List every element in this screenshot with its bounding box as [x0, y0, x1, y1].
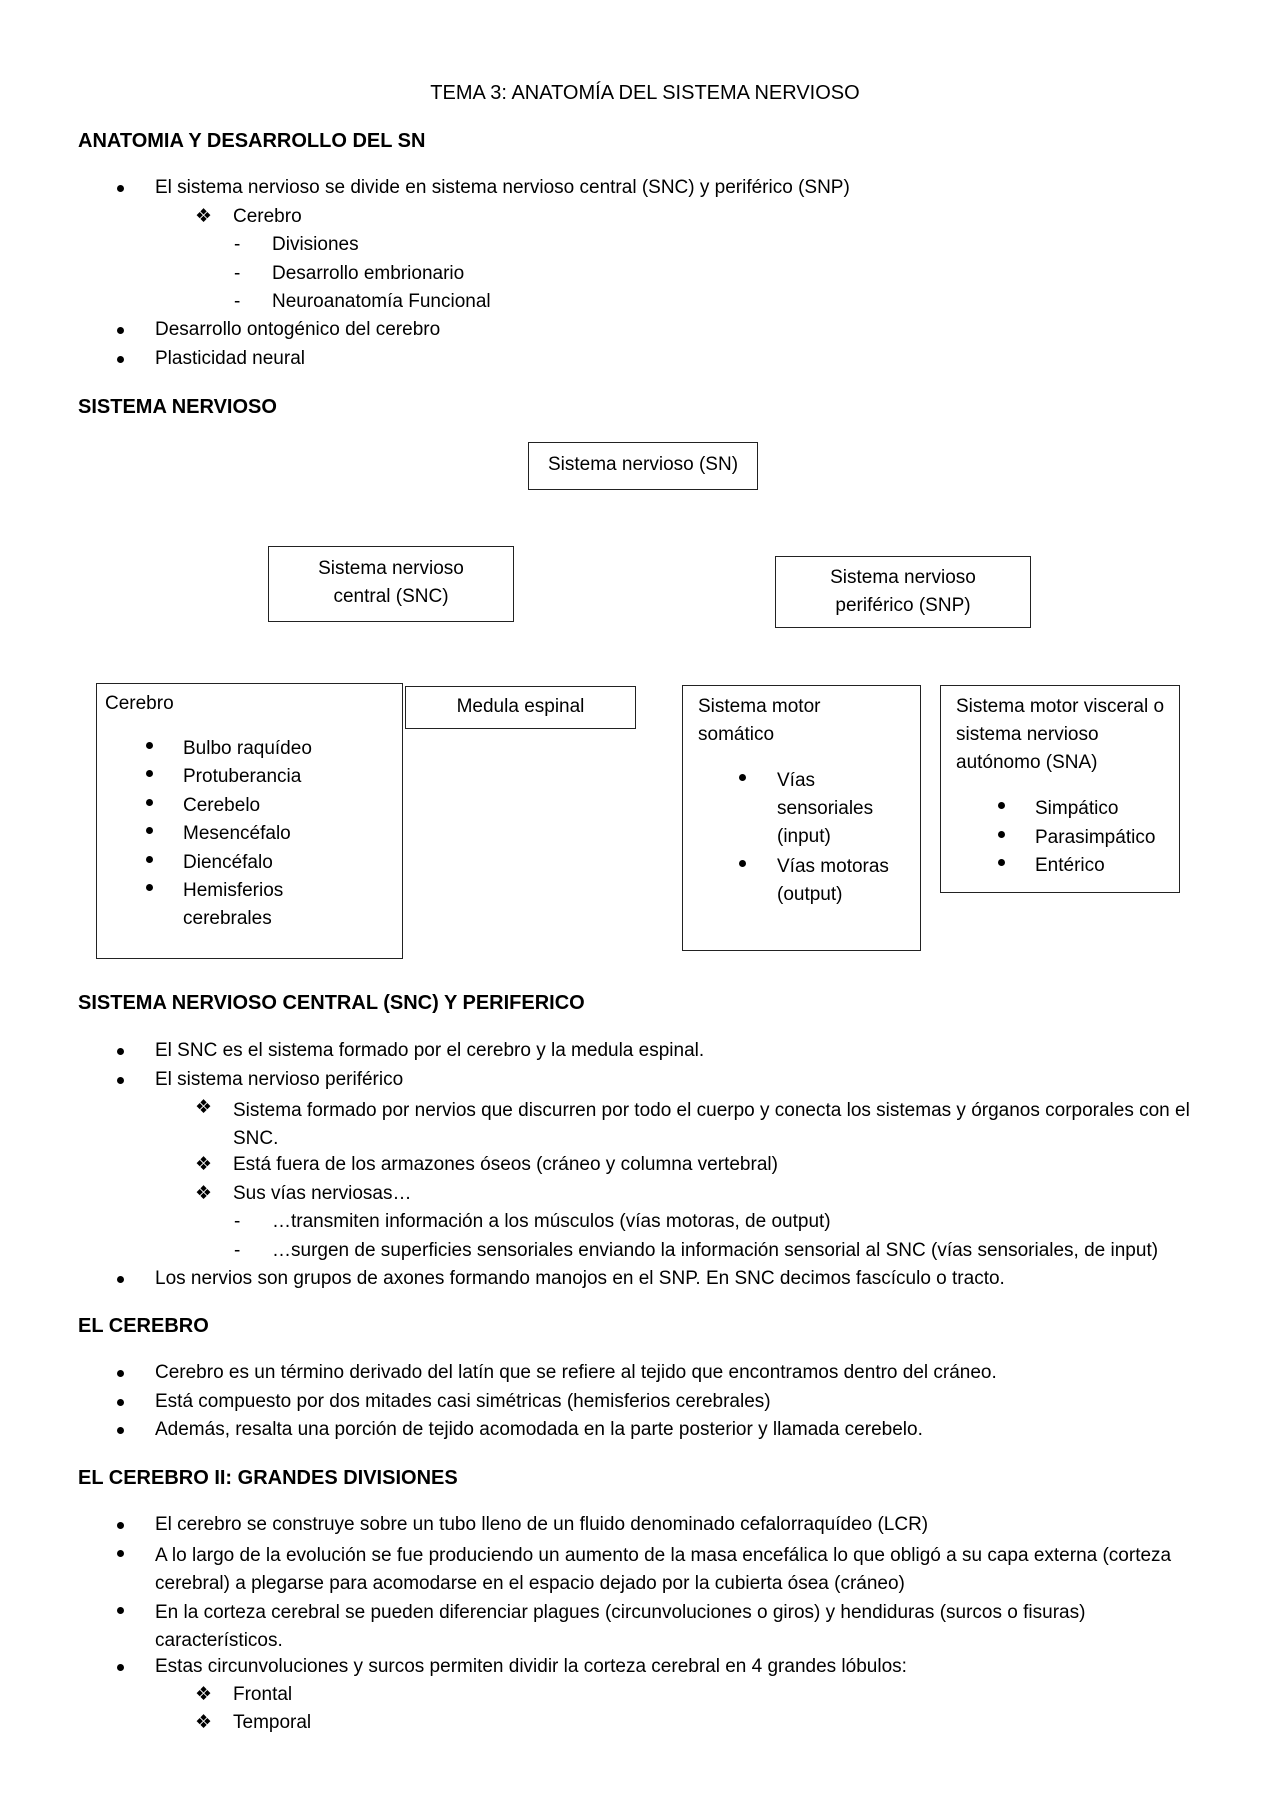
list-item: Divisiones: [272, 234, 359, 255]
list-item: Sistema formado por nervios que discurren por todo el cuerpo y conecta los sistemas y órganos corporales con el SNC.: [233, 1100, 1190, 1149]
diagram-list-item: Vías sensoriales (input): [777, 770, 874, 847]
bullet-dot: [117, 1276, 124, 1283]
list-item: A lo largo de la evolución se fue produciendo un aumento de la masa encefálica lo que obligó a su capa externa (corteza cerebral) a plegarse para acomodarse en el espacio dejado por la cubierta ósea (cráneo): [155, 1545, 1172, 1594]
diamond-bullet-icon: ❖: [195, 1183, 213, 1204]
diagram-box-cerebro: [96, 683, 403, 959]
bullet-dot: [117, 1370, 124, 1377]
diamond-bullet-icon: ❖: [195, 1154, 213, 1175]
diagram-list-item: Vías motoras (output): [777, 856, 889, 905]
bullet-dot: [146, 827, 153, 834]
diagram-list-item: Parasimpático: [1035, 827, 1156, 848]
bullet-dot: [146, 856, 153, 863]
list-item: El sistema nervioso se divide en sistema nervioso central (SNC) y periférico (SNP): [155, 177, 850, 198]
list-item: Está compuesto por dos mitades casi simétricas (hemisferios cerebrales): [155, 1391, 771, 1412]
bullet-dot: [739, 860, 746, 867]
section-heading-snc-periferico: SISTEMA NERVIOSO CENTRAL (SNC) Y PERIFERICO: [78, 992, 585, 1014]
diagram-box-somatico: [682, 685, 921, 951]
diagram-list-item: Cerebelo: [183, 795, 261, 816]
diagram-list-item: Mesencéfalo: [183, 823, 291, 844]
section-heading-sistema-nervioso: SISTEMA NERVIOSO: [78, 396, 277, 418]
diagram-box-snc: [268, 546, 514, 622]
diagram-box-title: Sistema motor somático: [698, 696, 821, 745]
list-item: …transmiten información a los músculos (vías motoras, de output): [272, 1211, 831, 1232]
list-item: Plasticidad neural: [155, 348, 305, 369]
section-heading-grandes-divisiones: EL CEREBRO II: GRANDES DIVISIONES: [78, 1467, 458, 1489]
diagram-box-label: Sistema nervioso (SN): [547, 454, 739, 475]
diagram-box-snp: [775, 556, 1031, 628]
list-item: Además, resalta una porción de tejido acomodada en la parte posterior y llamada cerebelo.: [155, 1419, 923, 1440]
list-item: El sistema nervioso periférico: [155, 1069, 404, 1090]
list-item: En la corteza cerebral se pueden diferenciar plagues (circunvoluciones o giros) y hendiduras (surcos o fisuras) característicos.: [155, 1602, 1086, 1651]
diagram-list-item: Bulbo raquídeo: [183, 738, 312, 759]
diagram-list-item: Diencéfalo: [183, 852, 273, 873]
bullet-dot: [117, 1427, 124, 1434]
list-item: El SNC es el sistema formado por el cerebro y la medula espinal.: [155, 1040, 705, 1061]
bullet-dot: [998, 802, 1005, 809]
bullet-dot: [117, 1607, 124, 1614]
section-heading-el-cerebro: EL CEREBRO: [78, 1315, 209, 1337]
bullet-dot: [117, 185, 124, 192]
dash-bullet: -: [234, 263, 241, 284]
bullet-dot: [117, 327, 124, 334]
bullet-dot: [117, 1399, 124, 1406]
diagram-box-title: Sistema motor visceral o sistema nervioso autónomo (SNA): [956, 696, 1165, 773]
list-item: Los nervios son grupos de axones formando manojos en el SNP. En SNC decimos fascículo o tracto.: [155, 1268, 1005, 1289]
diagram-box-visceral: [940, 685, 1180, 893]
diagram-list-item: Entérico: [1035, 855, 1105, 876]
bullet-dot: [117, 1550, 124, 1557]
list-item: Neuroanatomía Funcional: [272, 291, 491, 312]
bullet-dot: [117, 1048, 124, 1055]
list-item: Cerebro: [233, 206, 302, 227]
list-item: Temporal: [233, 1712, 312, 1733]
diagram-box-title: Cerebro: [105, 693, 174, 714]
list-item: Desarrollo embrionario: [272, 263, 465, 284]
list-item: …surgen de superficies sensoriales enviando la información sensorial al SNC (vías sensoriales, de input): [272, 1240, 1159, 1261]
list-item: Estas circunvoluciones y surcos permiten dividir la corteza cerebral en 4 grandes lóbulos:: [155, 1656, 907, 1677]
diagram-box-label: Sistema nervioso central (SNC): [318, 558, 464, 607]
diagram-box-sn: [528, 442, 758, 490]
list-item: Desarrollo ontogénico del cerebro: [155, 319, 441, 340]
bullet-dot: [146, 742, 153, 749]
list-item: Está fuera de los armazones óseos (cráneo y columna vertebral): [233, 1154, 778, 1175]
diagram-box-label: Sistema nervioso periférico (SNP): [830, 567, 976, 616]
section-heading-anatomia: ANATOMIA Y DESARROLLO DEL SN: [78, 130, 426, 152]
diamond-bullet-icon: ❖: [195, 1712, 213, 1733]
document-title: TEMA 3: ANATOMÍA DEL SISTEMA NERVIOSO: [430, 82, 860, 104]
list-item: Cerebro es un término derivado del latín que se refiere al tejido que encontramos dentro del cráneo.: [155, 1362, 997, 1383]
bullet-dot: [146, 799, 153, 806]
diagram-list-item: Hemisferios cerebrales: [183, 880, 284, 929]
bullet-dot: [998, 831, 1005, 838]
bullet-dot: [117, 1664, 124, 1671]
bullet-dot: [117, 1077, 124, 1084]
diagram-list-item: Simpático: [1035, 798, 1119, 819]
bullet-dot: [146, 884, 153, 891]
list-item: Sus vías nerviosas…: [233, 1183, 412, 1204]
diamond-bullet-icon: ❖: [195, 1097, 213, 1118]
dash-bullet: -: [234, 1240, 241, 1261]
bullet-dot: [117, 1522, 124, 1529]
bullet-dot: [146, 770, 153, 777]
bullet-dot: [998, 859, 1005, 866]
dash-bullet: -: [234, 234, 241, 255]
diagram-box-medula: [405, 686, 636, 729]
dash-bullet: -: [234, 291, 241, 312]
diamond-bullet-icon: ❖: [195, 1684, 213, 1705]
dash-bullet: -: [234, 1211, 241, 1232]
list-item: Frontal: [233, 1684, 293, 1705]
diagram-box-label: Medula espinal: [456, 696, 585, 717]
diagram-list-item: Protuberancia: [183, 766, 302, 787]
diamond-bullet-icon: ❖: [195, 206, 213, 227]
bullet-dot: [117, 356, 124, 363]
list-item: El cerebro se construye sobre un tubo lleno de un fluido denominado cefalorraquídeo (LCR): [155, 1514, 929, 1535]
bullet-dot: [739, 774, 746, 781]
